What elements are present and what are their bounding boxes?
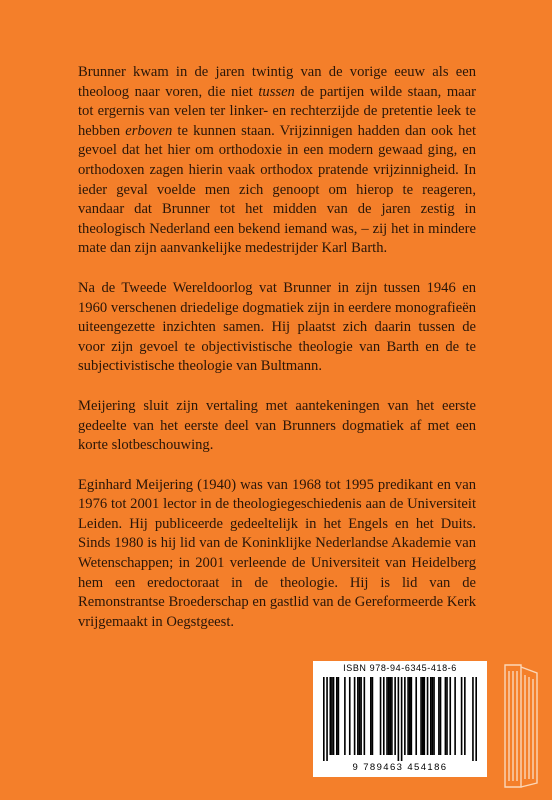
emphasis-erboven: erboven (125, 122, 173, 139)
paragraph-1-part-e: te kunnen staan. Vrijzinnigen hadden dan ook het gevoel dat het hier om orthodoxie in een modern gewaad ging, en orthodoxen zagen hierin vaak orthodox pratende vrijzinnigheid. In ieder geval voelde men zich genoopt om hierop te reageren, vandaar dat Brunner tot het midden van de jaren zestig in theologisch Nederland een bekend iemand was, – zij het in mindere mate dan zijn aanvankelijke medestrijder Karl Barth. (78, 122, 476, 257)
barcode-bar (424, 677, 426, 755)
back-cover-text (78, 63, 476, 652)
barcode-bar (432, 677, 434, 755)
barcode-bar (333, 677, 335, 755)
barcode-bar (461, 677, 463, 755)
publisher-logo-icon (491, 661, 545, 791)
barcode-bar (329, 677, 331, 755)
barcode-bar (360, 677, 362, 755)
barcode-bar (422, 677, 424, 755)
barcode-bar (475, 677, 477, 761)
paragraph-4: Eginhard Meijering (1940) was van 1968 tot 1995 predikant en van 1976 tot 2001 lector in de theologiegeschiedenis aan de Universiteit Leiden. Hij publiceerde gedeeltelijk in het Engels en het Duits. Sinds 1980 is hij lid van de Koninklijke Nederlandse Akademie van Wetenschappen; in 2001 verleende de Universiteit van Heidelberg hem een eredoctoraat in de theologie. Hij is lid van de Remonstrantse Broederschap en gastlid van de Gereformeerde Kerk vrijgemaakt in Oegstgeest. (78, 476, 476, 630)
barcode-bar (407, 677, 409, 755)
barcode-bar (372, 677, 374, 755)
barcode-bar (454, 677, 456, 755)
barcode-bar (370, 677, 372, 755)
barcode-bar (404, 677, 406, 755)
barcode-bar (409, 677, 411, 755)
barcode-bar (359, 677, 361, 755)
barcode-bar (338, 677, 340, 755)
paragraph-1-part-a: Brunner kwam in de jaren twintig van de vorige eeuw als een theoloog naar voren, die niet (78, 64, 476, 100)
barcode-bar (446, 677, 448, 755)
barcode-bar (364, 677, 366, 755)
barcode-bar (357, 677, 359, 755)
barcode-bar (349, 677, 351, 755)
barcode-bar (398, 677, 400, 761)
barcode-bar (386, 677, 388, 755)
isbn-label: ISBN 978-94-6345-418-6 (343, 663, 457, 673)
barcode-bar (420, 677, 422, 755)
barcode-bar (388, 677, 390, 755)
isbn-barcode (313, 661, 487, 777)
barcode-bar (383, 677, 385, 755)
barcode-bar (415, 677, 417, 755)
barcode-digits: 9 789463 454186 (352, 762, 448, 773)
barcode-bar (344, 677, 346, 755)
barcode-bar (331, 677, 333, 755)
barcode-bar (389, 677, 391, 755)
barcode-bar (464, 677, 466, 755)
paragraph-3: Meijering sluit zijn vertaling met aantekeningen van het eerste gedeelte van het eerste deel van Brunners dogmatiek af met een korte slotbeschouwing. (78, 397, 476, 454)
barcode-bar (430, 677, 432, 755)
barcode-bar (445, 677, 447, 755)
barcode-bar (411, 677, 413, 755)
barcode-bar (472, 677, 474, 761)
paragraph-2: Na de Tweede Wereldoorlog vat Brunner in zijn tussen 1946 en 1960 verschenen driedelige dogmatiek zijn in eerdere monografieën uiteengezette inzichten samen. Hij plaatst zich daarin tussen de voor zijn gevoel te objectivistische theologie van Barth en de te subjectivistische theologie van Bultmann. (78, 279, 476, 375)
barcode-bar (391, 677, 393, 755)
paragraph-1 (78, 63, 476, 259)
barcode-bar (401, 677, 403, 761)
barcode-bars (323, 677, 477, 761)
barcode-bar (394, 677, 396, 755)
emphasis-tussen: tussen (258, 83, 295, 100)
barcode-bar (438, 677, 440, 755)
barcode-bar (336, 677, 338, 755)
barcode-bar (326, 677, 328, 761)
barcode-bar (433, 677, 435, 755)
barcode-bar (354, 677, 356, 755)
barcode-bar (380, 677, 382, 755)
barcode-bar (323, 677, 325, 761)
barcode-bar (427, 677, 429, 755)
barcode-bar (440, 677, 442, 755)
paragraph-1-part-c: de partijen wilde staan, maar tot ergernis van velen ter linker- en rechterzijde de pretentie leek te hebben (78, 83, 476, 139)
barcode-bar (449, 677, 451, 755)
